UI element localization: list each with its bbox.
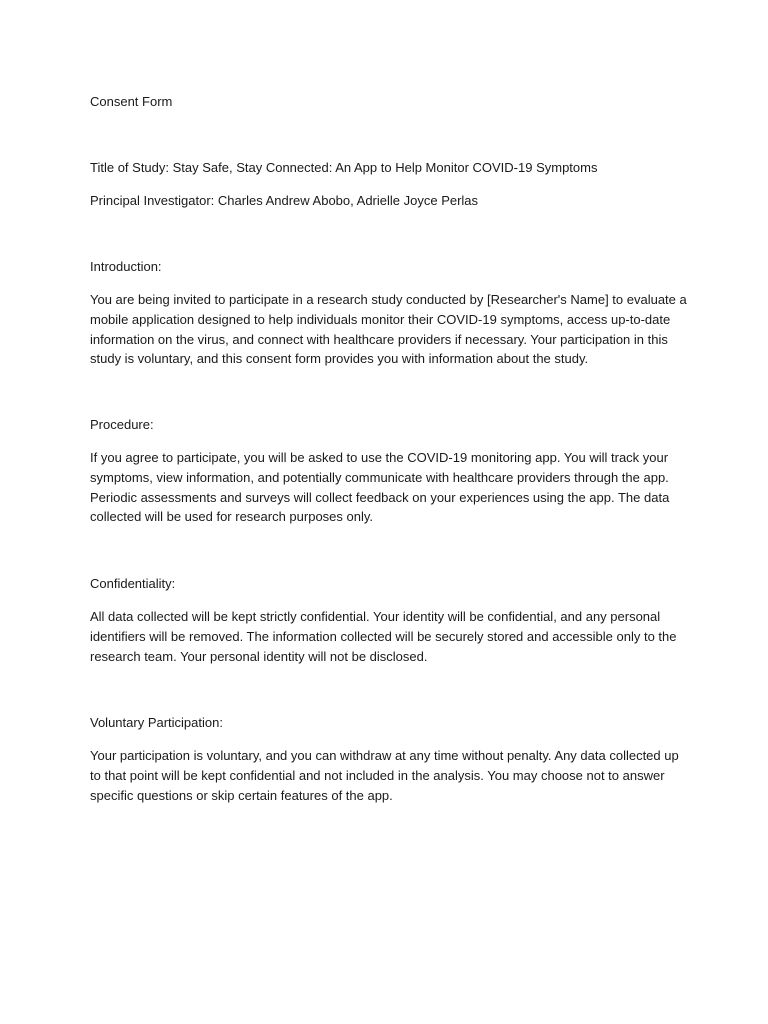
section-heading-introduction: Introduction: <box>90 259 162 274</box>
paragraph-line: If you agree to participate, you will be asked to use the COVID-19 monitoring app. You will track your <box>90 450 669 465</box>
section-heading-voluntary-participation: Voluntary Participation: <box>90 715 223 730</box>
study-title: Title of Study: Stay Safe, Stay Connected: An App to Help Monitor COVID-19 Symptoms <box>90 160 598 175</box>
paragraph-line: specific questions or skip certain features of the app. <box>90 787 393 803</box>
paragraph-line: research team. Your personal identity will not be disclosed. <box>90 648 428 664</box>
paragraph-line: Periodic assessments and surveys will collect feedback on your experiences using the app. The data <box>90 489 670 505</box>
paragraph-line: collected will be used for research purposes only. <box>90 509 374 525</box>
paragraph-line: Your participation is voluntary, and you can withdraw at any time without penalty. Any data collected up <box>90 748 679 763</box>
paragraph-line: All data collected will be kept strictly confidential. Your identity will be confidential, and any personal <box>90 609 661 624</box>
paragraph-line: mobile application designed to help individuals monitor their COVID-19 symptoms, access up-to-date <box>90 311 671 327</box>
principal-investigator: Principal Investigator: Charles Andrew Abobo, Adrielle Joyce Perlas <box>90 193 479 208</box>
section-heading-confidentiality: Confidentiality: <box>90 576 176 591</box>
paragraph-line: to that point will be kept confidential and not included in the analysis. You may choose not to answer <box>90 767 665 783</box>
section-body-voluntary-participation <box>90 746 690 805</box>
paragraph-line: identifiers will be removed. The information collected will be securely stored and accessible only to the <box>90 628 677 644</box>
section-heading-procedure: Procedure: <box>90 417 154 432</box>
section-body-introduction <box>90 290 690 369</box>
paragraph-line: information on the virus, and connect with healthcare providers if necessary. Your participation in this <box>90 331 668 347</box>
section-body-confidentiality <box>90 607 690 666</box>
paragraph-line: symptoms, view information, and potentially communicate with healthcare providers through the app. <box>90 469 669 485</box>
document-heading: Consent Form <box>90 94 173 109</box>
paragraph-line: study is voluntary, and this consent form provides you with information about the study. <box>90 351 589 367</box>
paragraph-line: You are being invited to participate in a research study conducted by [Researcher's Name] to evaluate a <box>90 292 687 307</box>
section-body-procedure <box>90 448 690 527</box>
